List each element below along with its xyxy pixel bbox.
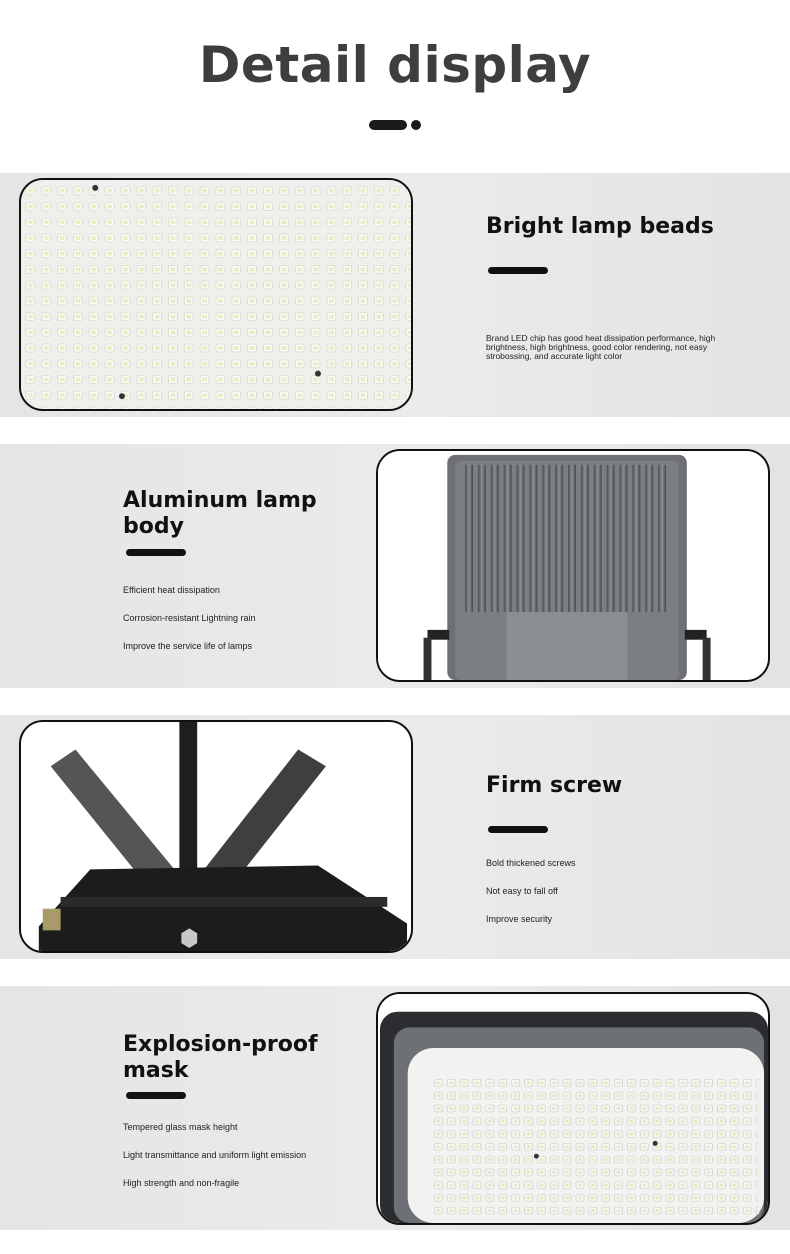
heatsink-image: [376, 449, 770, 682]
page-title: Detail display: [198, 36, 592, 94]
feature-item: Bold thickened screws: [486, 858, 576, 868]
feature-item: Light transmittance and uniform light emission: [123, 1150, 307, 1160]
heading-underline-bar: [488, 826, 548, 833]
page-header: [0, 0, 790, 172]
feature-item: Improve the service life of lamps: [123, 641, 253, 651]
feature-item: Tempered glass mask height: [123, 1122, 238, 1132]
title-dot-ornament: [411, 120, 421, 130]
section-description: Brand LED chip has good heat dissipation performance, high brightness, high brightness, good color rendering, not easy strobossing, and accurate light color: [486, 333, 716, 361]
feature-item: High strength and non-fragile: [123, 1178, 240, 1188]
glass-mask-image: [376, 992, 770, 1225]
section-heading: Aluminum lamp body: [123, 488, 317, 539]
bracket-screw-image: [19, 720, 413, 953]
feature-item: Not easy to fall off: [486, 886, 558, 896]
section-heading: Explosion-proof mask: [123, 1032, 318, 1083]
heading-underline-bar: [126, 549, 186, 556]
title-dash-ornament: [369, 120, 407, 130]
heading-underline-bar: [126, 1092, 186, 1099]
section-heading: Firm screw: [486, 773, 623, 798]
heading-underline-bar: [488, 267, 548, 274]
feature-item: Efficient heat dissipation: [123, 585, 220, 595]
led-beads-image: [19, 178, 413, 411]
section-heading: Bright lamp beads: [486, 214, 714, 239]
feature-item: Improve security: [486, 914, 553, 924]
feature-item: Corrosion-resistant Lightning rain: [123, 613, 256, 623]
